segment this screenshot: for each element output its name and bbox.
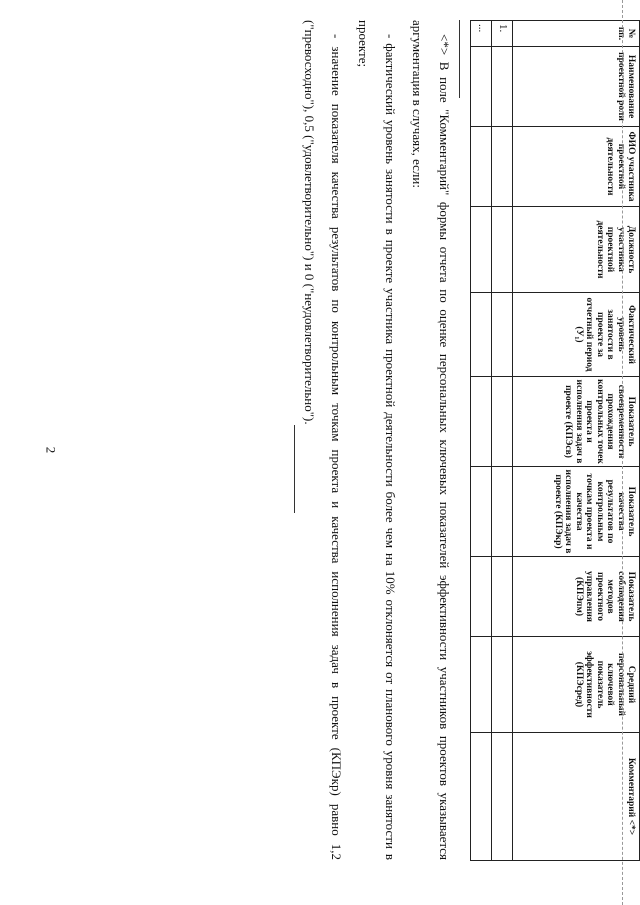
table-cell [471, 467, 492, 557]
table-cell [492, 207, 513, 293]
table-cell [492, 293, 513, 377]
table-cell: ... [471, 21, 492, 47]
footnote-intro: <*> В поле "Комментарий" формы отчета по оценке персональных ключевых показателей эффективности участников проектов указывается аргументация в случаях, если: [410, 20, 452, 860]
header-quality: Показатель качества результатов по контрольным точкам проекта и качества исполнения задач в проекте (КПЭкр) [513, 467, 640, 557]
table-row [492, 21, 513, 861]
table-cell [492, 127, 513, 207]
table-cell [471, 207, 492, 293]
header-role: Наименование проектной роли [513, 47, 640, 127]
kpi-report-table [470, 20, 640, 861]
table-header-row [513, 21, 640, 861]
table-cell [471, 377, 492, 467]
header-average-kpi: Средний персональный ключевой показатель эффективности (КПЭсред) [513, 637, 640, 733]
header-comment: Комментарий <*> [513, 733, 640, 861]
header-num: № пп. [513, 21, 640, 47]
rotated-page-content [0, 20, 640, 890]
header-workload: Фактический уровень занятости в проекте за отчетный период (У₁) [513, 293, 640, 377]
table-cell [492, 637, 513, 733]
table-cell [471, 47, 492, 127]
table-cell [492, 47, 513, 127]
table-cell [492, 377, 513, 467]
table-cell [492, 557, 513, 637]
footnote-item: - значение показателя качества результатов по контрольным точкам проекта и качества исполнения задач в проекте (КПЭкр) равно 1,2 ("превосходно"), 0,5 ("удовлетворительно") и 0 ("неудовлетворительно"). [302, 20, 344, 860]
table-cell [471, 557, 492, 637]
table-row [471, 21, 492, 861]
footnote-item: - фактический уровень занятости в проекте участника проектной деятельности более чем на 10% отклоняется от планового уровня занятости в проекте; [356, 20, 398, 860]
header-timeliness: Показатель своевременности прохождения контрольных точек проекта и исполнения задач в проекте (КПЭсв) [513, 377, 640, 467]
footnote-separator [459, 20, 460, 98]
scan-edge-line [622, 0, 623, 905]
header-methods: Показатель соблюдения методов проектного управления (КПЭпм) [513, 557, 640, 637]
end-separator [294, 425, 295, 513]
table-cell [471, 127, 492, 207]
table-cell [471, 733, 492, 861]
header-name: ФИО участника проектной деятельности [513, 127, 640, 207]
table-cell: 1. [492, 21, 513, 47]
page-number: 2 [43, 446, 59, 454]
header-position: Должность участника проектной деятельности [513, 207, 640, 293]
table-cell [492, 467, 513, 557]
table-cell [492, 733, 513, 861]
table-cell [471, 637, 492, 733]
footnote [296, 20, 458, 860]
table-cell [471, 293, 492, 377]
